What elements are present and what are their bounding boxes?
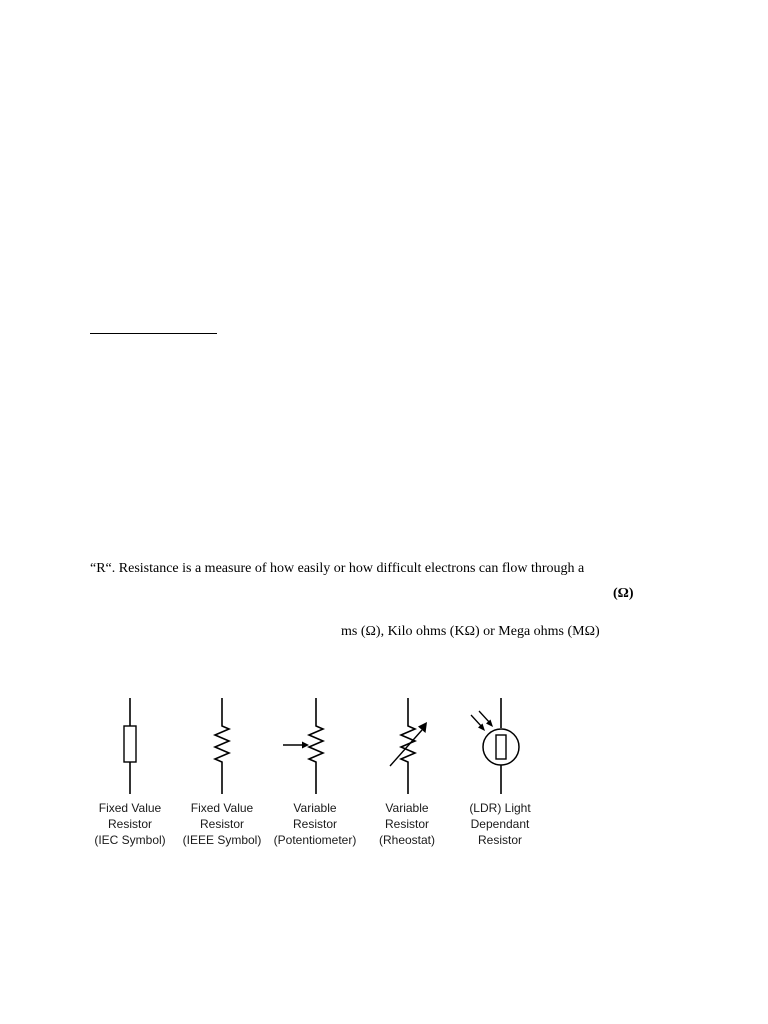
ldr-icon [466, 698, 530, 794]
potentiometer-icon [278, 698, 338, 794]
caption-line: (Potentiometer) [273, 833, 357, 847]
rheostat-icon [384, 698, 444, 794]
caption-line: Resistor [384, 817, 429, 831]
caption-line: (Rheostat) [378, 833, 436, 847]
caption-line: Dependant [470, 817, 530, 831]
caption-line: Resistor [292, 817, 337, 831]
caption-line: (IEC Symbol) [94, 833, 166, 847]
caption-line: Fixed Value [190, 801, 254, 815]
caption-line: Fixed Value [98, 801, 162, 815]
caption-ldr [445, 800, 555, 848]
heading-underline [90, 333, 217, 334]
caption-line: Variable [293, 801, 337, 815]
caption-line: Resistor [199, 817, 244, 831]
body-text-line-2: (Ω) [613, 586, 634, 601]
caption-line: Variable [385, 801, 429, 815]
caption-line: (IEEE Symbol) [182, 833, 262, 847]
iec-resistor-icon [110, 698, 150, 794]
ieee-resistor-icon [202, 698, 242, 794]
caption-line: Resistor [477, 833, 522, 847]
body-text-line-3: ms (Ω), Kilo ohms (KΩ) or Mega ohms (MΩ) [341, 624, 600, 639]
caption-line: (LDR) Light [469, 801, 531, 815]
caption-line: Resistor [107, 817, 152, 831]
body-text-line-1: “R“. Resistance is a measure of how easily or how difficult electrons can flow through a [90, 561, 585, 576]
